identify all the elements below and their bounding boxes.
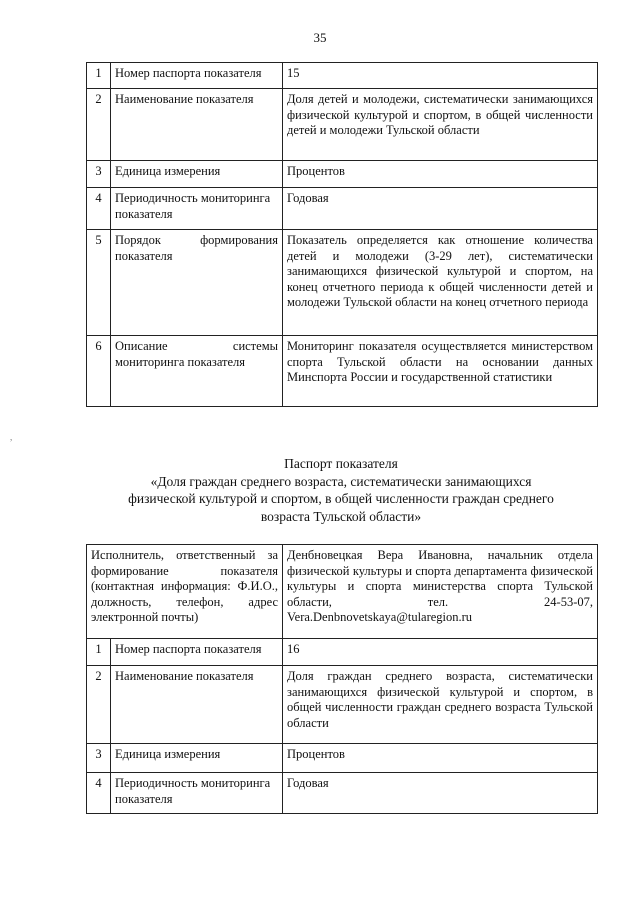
row-label: Описание системы мониторинга показателя [111,336,283,407]
page-number: 35 [313,30,327,45]
passport-table-15 [86,62,598,407]
row-number: 3 [87,744,111,773]
row-number: 1 [87,639,111,666]
scan-mark: , [10,432,13,442]
row-value: 15 [283,63,598,89]
row-value: 16 [283,639,598,666]
passport-heading-line: «Доля граждан среднего возраста, систематически занимающихся [150,473,532,489]
table-row [87,188,598,230]
row-value: Процентов [283,744,598,773]
table-row [87,639,598,666]
row-number: 2 [87,666,111,744]
row-number: 6 [87,336,111,407]
row-number: 2 [87,89,111,161]
row-number: 3 [87,161,111,188]
row-label: Номер паспорта показателя [111,639,283,666]
row-number: 4 [87,773,111,814]
row-label: Периодичность мониторинга показателя [111,188,283,230]
row-value: Доля граждан среднего возраста, систематически занимающихся физической культурой и спортом, в общей численности граждан среднего возраста Тульской области [283,666,598,744]
row-value: Годовая [283,188,598,230]
table-row [87,230,598,336]
row-value: Годовая [283,773,598,814]
executor-value: Денбновецкая Вера Ивановна, начальник отдела физической культуры и спорта департамента физической культуры и спорта министерства спорта Тульской области, тел. 24-53-07, Vera.Denbnovetskaya@tularegion.ru [283,545,598,639]
row-number: 5 [87,230,111,336]
passport-heading-title: Паспорт показателя [284,456,398,471]
executor-row [87,545,598,639]
row-number: 4 [87,188,111,230]
table-row [87,773,598,814]
table-row [87,63,598,89]
row-label: Единица измерения [111,161,283,188]
passport-heading-line: физической культурой и спортом, в общей численности граждан среднего [128,491,554,506]
row-value: Доля детей и молодежи, систематически занимающихся физической культурой и спортом, в общей численности детей и молодежи Тульской области [283,89,598,161]
row-label: Порядок формирования показателя [111,230,283,336]
table-row [87,336,598,407]
row-value: Мониторинг показателя осуществляется министерством спорта Тульской области на основании данных Минспорта России и государственной статистики [283,336,598,407]
row-value: Процентов [283,161,598,188]
row-number: 1 [87,63,111,89]
table-row [87,666,598,744]
row-label: Периодичность мониторинга показателя [111,773,283,814]
executor-label: Исполнитель, ответственный за формирование показателя (контактная информация: Ф.И.О., должность, телефон, адрес электронной почты) [87,545,283,639]
table-row [87,161,598,188]
table-row [87,89,598,161]
row-label: Единица измерения [111,744,283,773]
row-label: Номер паспорта показателя [111,63,283,89]
passport-heading [96,455,586,525]
table-row [87,744,598,773]
row-label: Наименование показателя [111,89,283,161]
row-label: Наименование показателя [111,666,283,744]
row-value: Показатель определяется как отношение количества детей и молодежи (3-29 лет), систематически занимающихся физической культурой и спортом, на конец отчетного периода к общей численности детей и молодежи Тульской области на конец отчетного периода [283,230,598,336]
passport-heading-line: возраста Тульской области» [260,508,422,524]
passport-table-16 [86,544,598,814]
